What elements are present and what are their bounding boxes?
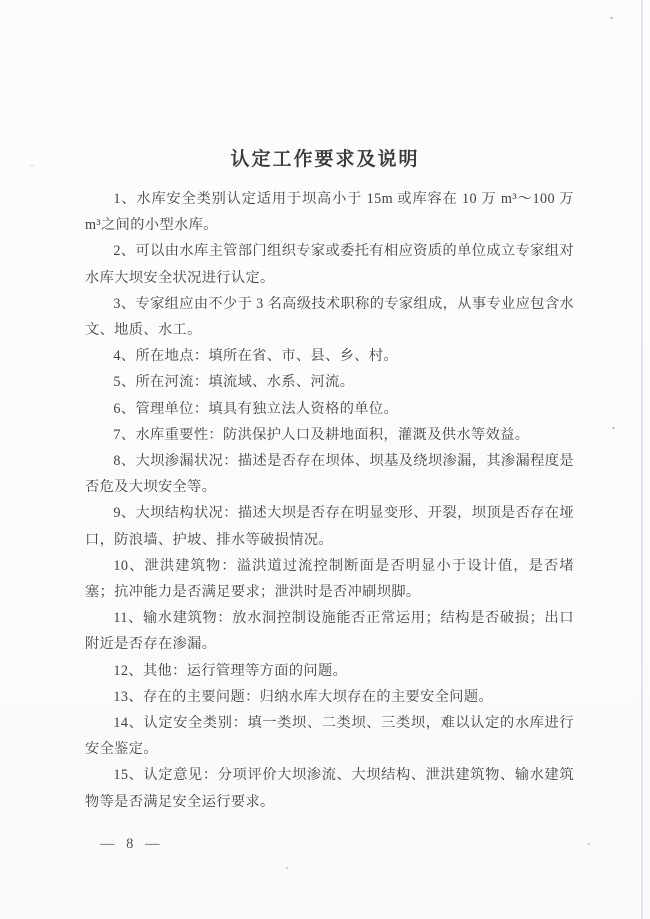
page-number: — 8 — xyxy=(100,836,164,852)
paragraph-item-13: 13、存在的主要问题：归纳水库大坝存在的主要安全问题。 xyxy=(113,688,494,705)
document-title: 认定工作要求及说明 xyxy=(230,148,420,170)
document-body xyxy=(85,186,574,815)
scan-speck xyxy=(30,165,34,167)
paragraph-item-12: 12、其他：运行管理等方面的问题。 xyxy=(113,662,348,679)
paragraph-item-14: 14、认定安全类别：填一类坝、二类坝、三类坝，难以认定的水库进行安全鉴定。 xyxy=(85,715,574,758)
paragraph-item-3: 3、专家组应由不少于 3 名高级技术职称的专家组成，从事专业应包含水文、地质、水工。 xyxy=(85,295,574,339)
scan-speck xyxy=(587,843,590,845)
paragraph-item-7: 7、水库重要性：防洪保护人口及耕地面积，灌溉及供水等效益。 xyxy=(113,426,530,443)
paragraph-item-15: 15、认定意见：分项评价大坝渗流、大坝结构、泄洪建筑物、输水建筑物等是否满足安全运行要求。 xyxy=(85,767,574,810)
scan-edge-artifact xyxy=(641,0,643,919)
scan-speck xyxy=(612,427,615,429)
paragraph-item-10: 10、泄洪建筑物：溢洪道过流控制断面是否明显小于设计值，是否堵塞；抗冲能力是否满足要求；泄洪时是否冲刷坝脚。 xyxy=(85,557,574,601)
paragraph-item-1: 1、水库安全类别认定适用于坝高小于 15m 或库容在 10 万 m³～100 万 m³之间的小型水库。 xyxy=(85,191,574,234)
scan-speck xyxy=(610,17,613,19)
paragraph-item-9: 9、大坝结构状况：描述大坝是否存在明显变形、开裂，坝顶是否存在垭口，防浪墙、护坡、排水等破损情况。 xyxy=(85,505,574,548)
paragraph-item-5: 5、所在河流：填流域、水系、河流。 xyxy=(113,374,355,391)
paragraph-item-2: 2、可以由水库主管部门组织专家或委托有相应资质的单位成立专家组对水库大坝安全状况进行认定。 xyxy=(85,243,574,286)
paragraph-item-6: 6、管理单位：填具有独立法人资格的单位。 xyxy=(113,400,399,417)
paragraph-item-8: 8、大坝渗漏状况：描述是否存在坝体、坝基及绕坝渗漏，其渗漏程度是否危及大坝安全等。 xyxy=(85,453,574,496)
scan-speck xyxy=(286,867,288,869)
paragraph-item-4: 4、所在地点：填所在省、市、县、乡、村。 xyxy=(113,348,399,365)
paragraph-item-11: 11、输水建筑物：放水洞控制设施能否正常运用；结构是否破损；出口附近是否存在渗漏。 xyxy=(85,610,574,653)
